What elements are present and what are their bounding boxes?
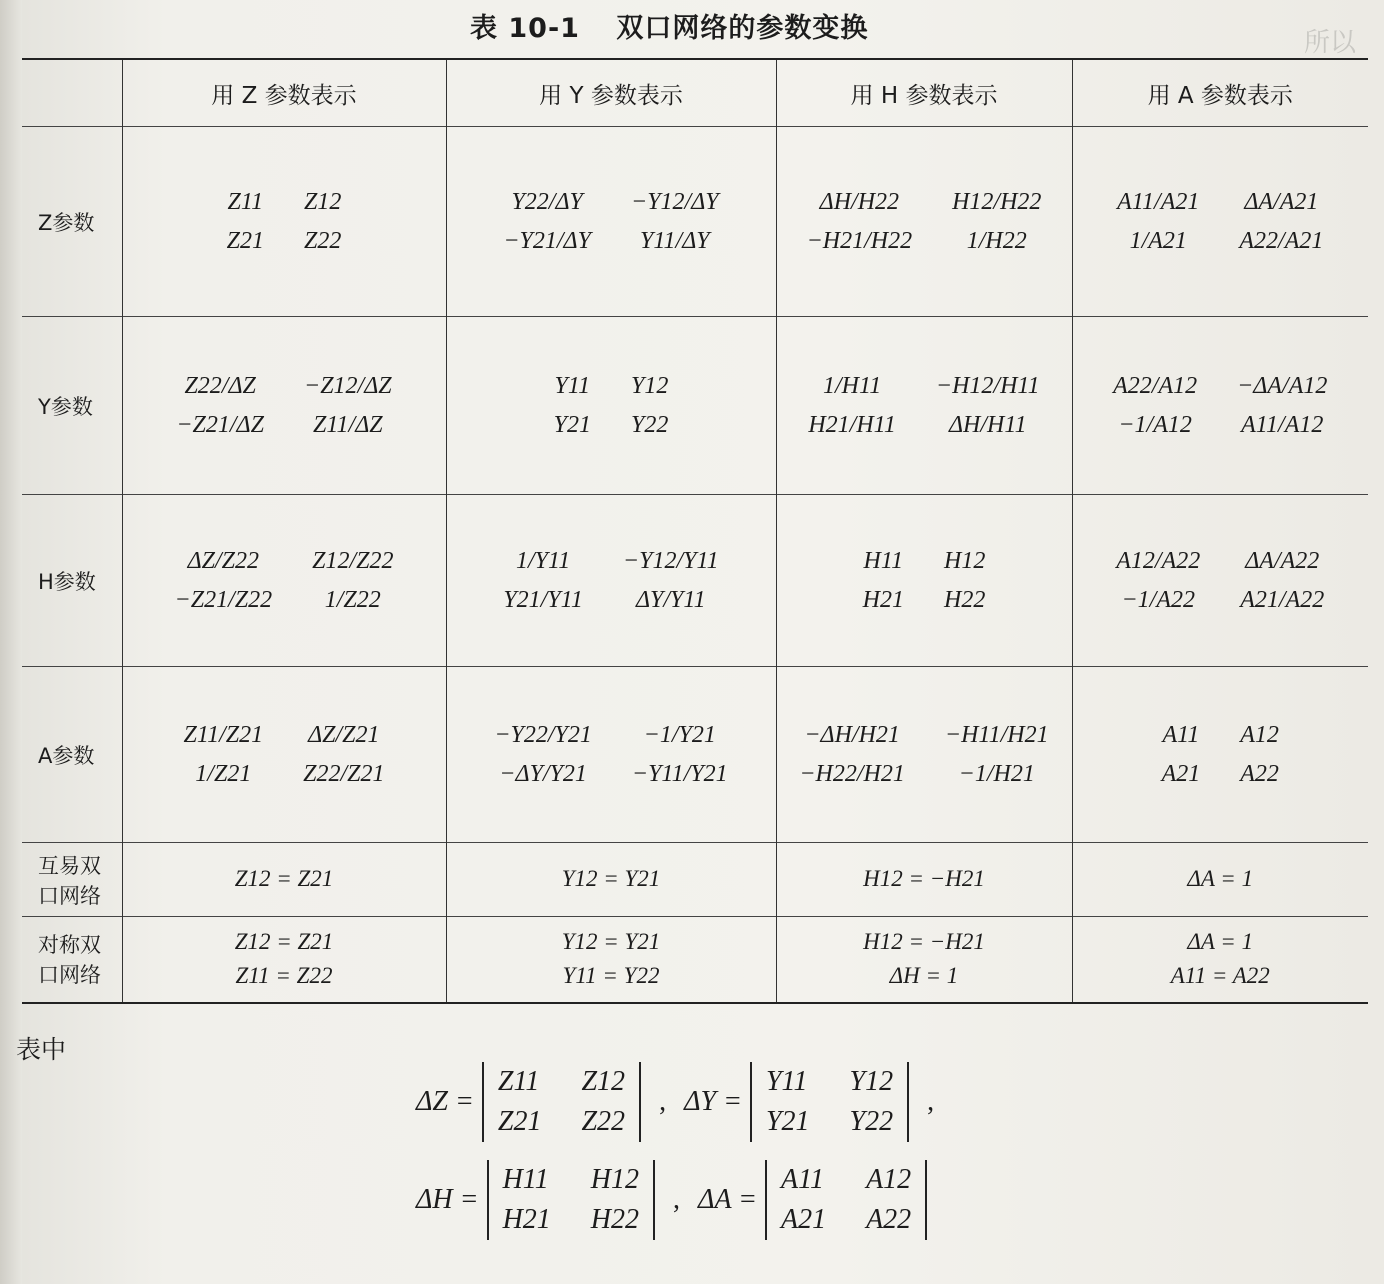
table-caption: [470, 6, 868, 45]
table-cell: [446, 667, 776, 843]
matrix-entry: −H11/H21: [944, 721, 1049, 748]
header-h: 用 H 参数表示: [776, 59, 1072, 127]
condition-equation: Y12 = Y21: [561, 928, 661, 954]
matrix-entry: A11/A21: [1117, 188, 1200, 215]
table-cell: [122, 317, 446, 495]
matrix-entry: ΔH/H11: [948, 411, 1027, 438]
table-cell: [446, 317, 776, 495]
matrix-entry: 1/H22: [966, 227, 1027, 254]
table-cell: [122, 495, 446, 667]
determinant-matrix: [487, 1160, 655, 1240]
header-z: 用 Z 参数表示: [122, 59, 446, 127]
matrix-entry: 1/A21: [1129, 227, 1187, 254]
table-cell: [446, 917, 776, 1003]
matrix-entry: −H21/H22: [806, 227, 913, 254]
table-cell: [1072, 127, 1368, 317]
table-cell: [776, 917, 1072, 1003]
matrix-entry: Y22: [631, 411, 669, 438]
parameter-matrix: [227, 189, 342, 255]
table-cell: [446, 843, 776, 917]
matrix-entry: Z22/ΔZ: [184, 372, 256, 399]
matrix-entry: A22/A21: [1239, 227, 1324, 254]
matrix-entry: −Z12/ΔZ: [304, 372, 392, 399]
table-cell: [1072, 917, 1368, 1003]
matrix-entry: 1/Z21: [195, 760, 252, 787]
parameter-conversion-table: [22, 58, 1368, 1004]
matrix-entry: Y11: [554, 372, 591, 399]
row-label: A参数: [22, 667, 122, 843]
matrix-entry: Y21: [553, 411, 591, 438]
determinant-entry: Y22: [849, 1106, 894, 1137]
determinant-row-1: [416, 1062, 944, 1142]
matrix-entry: H12/H22: [952, 188, 1042, 215]
separator-comma: ,: [659, 1086, 667, 1117]
determinant-symbol: ΔA =: [698, 1184, 757, 1215]
matrix-entry: A12: [1240, 721, 1279, 748]
determinant-row-2: [416, 1160, 927, 1240]
matrix-entry: ΔZ/Z22: [187, 547, 260, 574]
matrix-entry: 1/Z22: [324, 586, 381, 613]
determinant-entry: Z12: [581, 1066, 626, 1097]
determinant-symbol: ΔZ =: [416, 1086, 474, 1117]
parameter-matrix: [503, 189, 718, 255]
matrix-entry: −Y22/Y21: [494, 721, 592, 748]
matrix-entry: H12: [944, 547, 986, 574]
table-cell: [776, 317, 1072, 495]
determinant-entry: Y12: [849, 1066, 894, 1097]
matrix-entry: H22: [944, 586, 986, 613]
matrix-entry: −Y12/Y11: [622, 547, 719, 574]
table-cell: [1072, 667, 1368, 843]
matrix-entry: Z22: [304, 227, 342, 254]
matrix-entry: ΔA/A22: [1245, 547, 1320, 574]
table-row: [22, 127, 1368, 317]
matrix-entry: H21: [862, 586, 904, 613]
determinant-entry: A12: [866, 1164, 912, 1195]
matrix-entry: H11: [863, 547, 904, 574]
table-cell: [446, 127, 776, 317]
matrix-entry: −Y11/Y21: [631, 760, 728, 787]
parameter-matrix: [175, 548, 394, 614]
matrix-entry: A22/A12: [1113, 372, 1198, 399]
bleed-through-text: 所以: [1303, 28, 1356, 58]
condition-equation: Z11 = Z22: [235, 963, 333, 989]
row-label: Y参数: [22, 317, 122, 495]
determinant-entry: A21: [780, 1204, 827, 1235]
table-cell: [1072, 495, 1368, 667]
determinant-entry: A11: [780, 1164, 824, 1195]
matrix-entry: 1/H11: [823, 372, 882, 399]
determinant-entry: H11: [502, 1164, 549, 1195]
page-binding-edge: [0, 0, 22, 1284]
matrix-entry: −Y21/ΔY: [503, 227, 591, 254]
row-label: 对称双口网络: [22, 917, 122, 1003]
matrix-entry: Y22/ΔY: [511, 188, 583, 215]
parameter-matrix: [808, 373, 1039, 439]
condition-equation: ΔA = 1: [1187, 866, 1254, 892]
matrix-entry: ΔY/Y11: [635, 586, 706, 613]
determinant-matrix: [750, 1062, 909, 1142]
matrix-entry: Z11/Z21: [183, 721, 264, 748]
table-cell: [446, 495, 776, 667]
determinant-symbol: ΔY =: [684, 1086, 742, 1117]
condition-equation: Y11 = Y22: [562, 963, 660, 989]
parameter-matrix: [1116, 548, 1324, 614]
matrix-entry: −H22/H21: [799, 760, 905, 787]
matrix-entry: −Z21/ΔZ: [176, 411, 264, 438]
matrix-entry: −1/Y21: [643, 721, 716, 748]
parameter-matrix: [494, 722, 727, 788]
matrix-entry: A21: [1161, 760, 1201, 787]
condition-equation: H12 = −H21: [863, 866, 985, 892]
matrix-entry: A22: [1240, 760, 1279, 787]
parameter-matrix: [184, 722, 385, 788]
matrix-entry: Z11/ΔZ: [312, 411, 383, 438]
parameter-matrix: [176, 373, 391, 439]
condition-equation: Y12 = Y21: [561, 866, 661, 892]
matrix-entry: ΔA/A21: [1244, 188, 1319, 215]
row-label: 互易双口网络: [22, 843, 122, 917]
table-row: [22, 843, 1368, 917]
table-cell: [122, 667, 446, 843]
condition-equation: Z12 = Z21: [234, 928, 334, 954]
table-cell: [776, 667, 1072, 843]
table-cell: [776, 495, 1072, 667]
matrix-entry: Z21: [226, 227, 264, 254]
determinant-matrix: [482, 1062, 641, 1142]
condition-equation: Z12 = Z21: [234, 866, 334, 892]
table-cell: [122, 127, 446, 317]
table-row: [22, 317, 1368, 495]
determinant-symbol: ΔH =: [416, 1184, 479, 1215]
parameter-matrix: [554, 373, 669, 439]
parameter-matrix: [1117, 189, 1323, 255]
table-cell: [776, 843, 1072, 917]
matrix-entry: A12/A22: [1116, 547, 1201, 574]
determinant-entry: A22: [866, 1204, 912, 1235]
matrix-entry: −H12/H11: [935, 372, 1040, 399]
matrix-entry: Z12/Z22: [312, 547, 394, 574]
determinant-entry: Y21: [765, 1106, 810, 1137]
parameter-matrix: [1162, 722, 1279, 788]
matrix-entry: 1/Y11: [515, 547, 571, 574]
matrix-entry: Z11: [227, 188, 264, 215]
header-corner: [22, 59, 122, 127]
table-cell: [122, 917, 446, 1003]
parameter-matrix: [503, 548, 718, 614]
table-row: [22, 667, 1368, 843]
condition-equation: ΔH = 1: [889, 963, 959, 989]
parameter-matrix: [863, 548, 986, 614]
matrix-entry: −1/H21: [958, 760, 1035, 787]
matrix-entry: −ΔY/Y21: [499, 760, 587, 787]
matrix-entry: −Z21/Z22: [174, 586, 273, 613]
matrix-entry: A11: [1162, 721, 1200, 748]
matrix-entry: Y12: [631, 372, 669, 399]
footer-label: 表中: [16, 1035, 67, 1064]
matrix-entry: Z12: [304, 188, 342, 215]
header-y: 用 Y 参数表示: [446, 59, 776, 127]
table-cell: [122, 843, 446, 917]
determinant-entry: H22: [590, 1204, 640, 1235]
matrix-entry: H21/H11: [808, 411, 896, 438]
matrix-entry: −1/A12: [1118, 411, 1192, 438]
determinant-entry: H12: [590, 1164, 640, 1195]
matrix-entry: ΔH/H22: [819, 188, 900, 215]
separator-comma: ,: [927, 1086, 935, 1117]
matrix-entry: A21/A22: [1240, 586, 1325, 613]
condition-equation: ΔA = 1: [1187, 928, 1254, 954]
determinant-entry: H21: [502, 1204, 551, 1235]
matrix-entry: −ΔH/H21: [804, 721, 900, 748]
table-title: 双口网络的参数变换: [616, 13, 869, 44]
table-cell: [776, 127, 1072, 317]
determinant-matrix: [765, 1160, 927, 1240]
determinant-entry: Y11: [765, 1066, 808, 1097]
table-number: 表 10-1: [470, 13, 580, 44]
matrix-entry: A11/A12: [1241, 411, 1324, 438]
parameter-matrix: [1113, 373, 1327, 439]
separator-comma: ,: [673, 1184, 681, 1215]
table-header-row: [22, 59, 1368, 127]
header-a: 用 A 参数表示: [1072, 59, 1368, 127]
matrix-entry: Z22/Z21: [303, 760, 385, 787]
matrix-entry: ΔZ/Z21: [308, 721, 380, 748]
table-row: [22, 917, 1368, 1003]
matrix-entry: −1/A22: [1121, 586, 1196, 613]
table-cell: [1072, 317, 1368, 495]
table-row: [22, 495, 1368, 667]
matrix-entry: Y21/Y11: [503, 586, 583, 613]
parameter-matrix: [799, 722, 1048, 788]
matrix-entry: −ΔA/A12: [1237, 372, 1328, 399]
matrix-entry: −Y12/ΔY: [631, 188, 719, 215]
condition-equation: A11 = A22: [1170, 963, 1270, 989]
row-label: H参数: [22, 495, 122, 667]
row-label: Z参数: [22, 127, 122, 317]
determinant-entry: Z11: [497, 1066, 540, 1097]
parameter-matrix: [807, 189, 1042, 255]
condition-equation: H12 = −H21: [863, 928, 985, 954]
determinant-entry: Z22: [581, 1106, 626, 1137]
matrix-entry: Y11/ΔY: [639, 227, 710, 254]
determinant-entry: Z21: [497, 1106, 542, 1137]
table-cell: [1072, 843, 1368, 917]
